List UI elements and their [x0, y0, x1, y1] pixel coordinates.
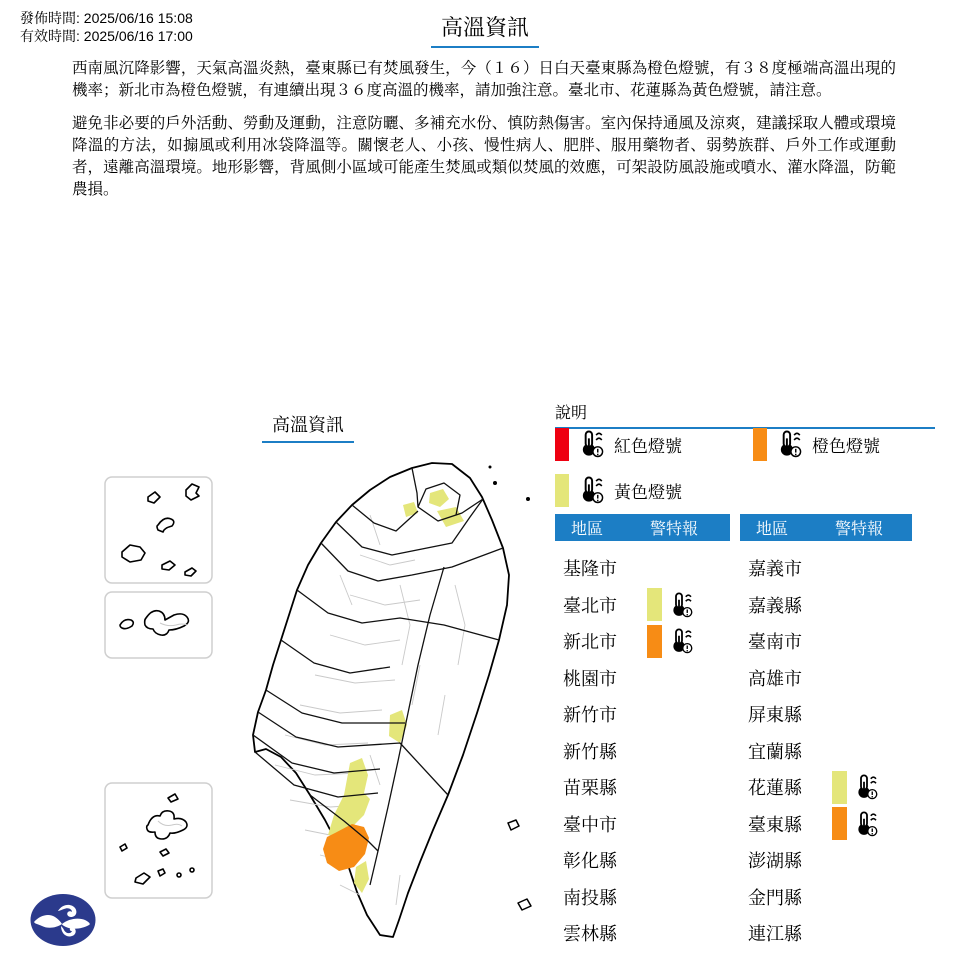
warning-table-east — [740, 514, 912, 952]
publish-time: 發佈時間: 2025/06/16 15:08 — [20, 10, 193, 26]
legend-item-red — [555, 427, 753, 461]
warning-indicator-yellow — [832, 771, 879, 804]
table-row — [740, 587, 912, 624]
region-label: 澎湖縣 — [748, 851, 802, 872]
region-label: 嘉義縣 — [748, 595, 802, 616]
legend-label: 黃色燈號 — [614, 482, 682, 502]
yellow-swatch — [647, 588, 662, 621]
warning-indicator-yellow — [647, 588, 694, 621]
column-header-warning: 警特報 — [650, 521, 699, 538]
warning-table-west — [555, 514, 730, 952]
region-label: 新竹縣 — [563, 741, 617, 762]
thermometer-alert-icon — [667, 590, 694, 620]
region-label: 雲林縣 — [563, 924, 617, 945]
map-title: 高溫資訊 — [262, 411, 354, 443]
table-row — [555, 879, 730, 916]
bulletin-paragraph-2: 避免非必要的戶外活動、勞動及運動，注意防曬、多補充水份、慎防熱傷害。室內保持通風及涼爽，建議採取人體或環境降溫的方法，如搧風或利用冰袋降溫等。關懷老人、小孩、慢性病人、肥胖、服用藥物者、弱勢族群、戶外工作或運動者，遠離高溫環境。地形影響，背風側小區域可能產生焚風或類似焚風的效應，可架設防風設施或噴水、灌水降溫，防範農損。 — [72, 115, 896, 198]
legend-label: 紅色燈號 — [614, 436, 682, 456]
region-label: 高雄市 — [748, 668, 802, 689]
region-label: 臺東縣 — [748, 814, 802, 835]
region-label: 屏東縣 — [748, 705, 802, 726]
table-row — [740, 696, 912, 733]
column-header-region: 地區 — [571, 521, 604, 538]
orange-swatch — [832, 807, 847, 840]
table-row — [740, 733, 912, 770]
table-header — [740, 514, 912, 541]
table-row — [555, 915, 730, 952]
region-label: 臺北市 — [563, 595, 617, 616]
table-row — [555, 660, 730, 697]
region-label: 新竹市 — [563, 705, 617, 726]
column-header-warning: 警特報 — [835, 521, 884, 538]
region-label: 花蓮縣 — [748, 778, 802, 799]
table-row — [555, 733, 730, 770]
legend-label: 橙色燈號 — [812, 436, 880, 456]
table-row — [555, 696, 730, 733]
region-label: 金門縣 — [748, 887, 802, 908]
table-row — [555, 587, 730, 624]
table-row — [740, 623, 912, 660]
region-label: 苗栗縣 — [563, 778, 617, 799]
table-row — [740, 879, 912, 916]
cwb-logo-icon — [28, 891, 98, 949]
table-row — [740, 769, 912, 806]
table-row — [555, 623, 730, 660]
region-label: 彰化縣 — [563, 851, 617, 872]
bulletin-text — [72, 58, 896, 201]
table-body — [555, 550, 730, 952]
orange-swatch — [753, 428, 767, 461]
table-body — [740, 550, 912, 952]
table-row — [740, 915, 912, 952]
thermometer-alert-icon — [852, 809, 879, 839]
warning-indicator-orange — [832, 807, 879, 840]
bulletin-paragraph-1: 西南風沉降影響，天氣高溫炎熱，臺東縣已有焚風發生，今（１６）日白天臺東縣為橙色燈號，有３８度極端高溫出現的機率；新北市為橙色燈號，有連續出現３６度高溫的機率，請加強注意。臺北市、花蓮縣為黃色燈號，請注意。 — [72, 60, 896, 99]
region-label: 宜蘭縣 — [748, 741, 802, 762]
table-row — [740, 806, 912, 843]
taiwan-warning-map — [100, 455, 540, 955]
orange-swatch — [647, 625, 662, 658]
legend-title: 說明 — [555, 400, 935, 429]
region-label: 連江縣 — [748, 924, 802, 945]
table-row — [740, 660, 912, 697]
region-label: 基隆市 — [563, 559, 617, 580]
thermometer-alert-icon — [774, 428, 803, 460]
thermometer-alert-icon — [576, 474, 605, 506]
thermometer-alert-icon — [667, 626, 694, 656]
yellow-swatch — [555, 474, 569, 507]
table-row — [740, 550, 912, 587]
thermometer-alert-icon — [852, 772, 879, 802]
table-row — [740, 842, 912, 879]
table-header — [555, 514, 730, 541]
publish-times — [20, 9, 193, 45]
taiwan-outline — [253, 463, 509, 937]
table-row — [555, 842, 730, 879]
table-row — [555, 769, 730, 806]
thermometer-alert-icon — [576, 428, 605, 460]
valid-time: 有效時間: 2025/06/16 17:00 — [20, 28, 193, 44]
region-label: 臺南市 — [748, 632, 802, 653]
region-label: 嘉義市 — [748, 559, 802, 580]
region-label: 南投縣 — [563, 887, 617, 908]
table-row — [555, 550, 730, 587]
column-header-region: 地區 — [756, 521, 789, 538]
region-label: 新北市 — [563, 632, 617, 653]
yellow-swatch — [832, 771, 847, 804]
red-swatch — [555, 428, 569, 461]
legend — [555, 427, 937, 507]
page-title: 高溫資訊 — [431, 11, 539, 48]
region-label: 桃園市 — [563, 668, 617, 689]
legend-item-yellow — [555, 473, 753, 507]
warning-indicator-orange — [647, 625, 694, 658]
region-label: 臺中市 — [563, 814, 617, 835]
table-row — [555, 806, 730, 843]
legend-item-orange — [753, 427, 937, 461]
